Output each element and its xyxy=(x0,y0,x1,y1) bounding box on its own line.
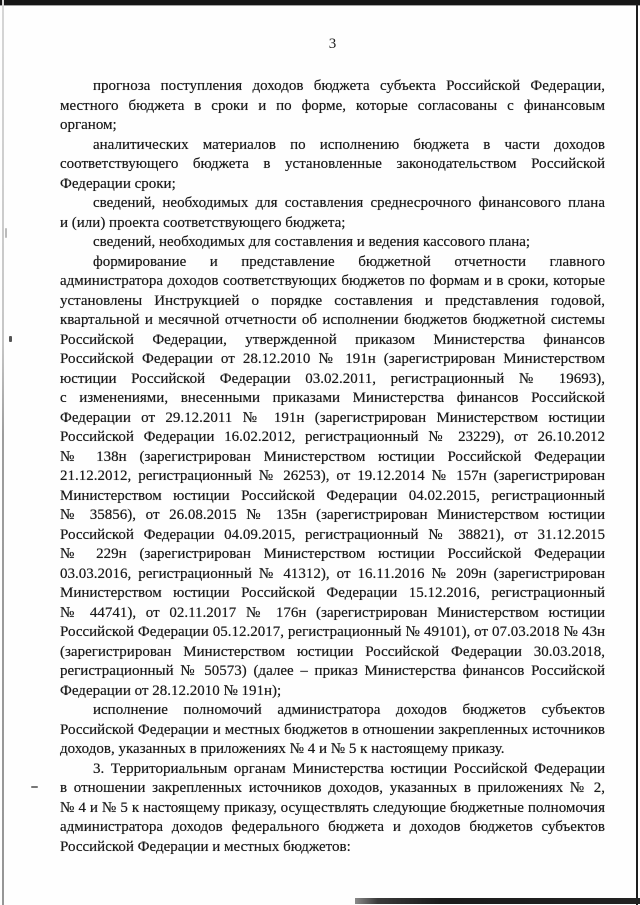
text-line: Российской Федерации от 28.12.2010 № 191н (зарегистрирован Министерством xyxy=(60,351,605,367)
text-line: № 229н (зарегистрирован Министерством юстиции Российской Федерации xyxy=(60,546,605,562)
text-line: Министерством юстиции Российской Федерации 15.12.2016, регистрационный xyxy=(60,585,605,601)
scan-noise-speck xyxy=(5,228,7,238)
text-line: соответствующего бюджета в установленные законодательством Российской xyxy=(60,156,605,172)
text-line: юстиции Российской Федерации 03.02.2011, регистрационный № 19693), xyxy=(60,370,605,387)
text-line: и (или) проекта соответствующего бюджета; xyxy=(60,214,346,231)
text-line: 03.03.2016, регистрационный № 41312), от 16.11.2016 № 209н (зарегистрирован xyxy=(60,565,605,582)
text-line: Федерации от 29.12.2011 № 191н (зарегистрирован Министерством юстиции xyxy=(60,409,605,426)
text-line: № 35856), от 26.08.2015 № 135н (зарегистрирован Министерством юстиции xyxy=(60,507,605,523)
text-line: Российской Федерации 04.09.2015, регистрационный № 38821), от 31.12.2015 xyxy=(60,526,605,543)
text-line: исполнение полномочий администратора доходов бюджетов субъектов xyxy=(93,702,605,718)
text-line: Российской Федерации 05.12.2017, регистрационный № 49101), от 07.03.2018 № 43н xyxy=(60,624,605,640)
text-line: аналитических материалов по исполнению бюджета в части доходов xyxy=(93,136,605,153)
text-line: 3. Территориальным органам Министерства юстиции Российской Федерации xyxy=(93,760,605,777)
text-line: Российской Федерации и местных бюджетов в отношении закрепленных источников xyxy=(60,721,605,738)
text-line: Федерации от 28.12.2010 № 191н); xyxy=(60,682,282,699)
scan-noise-speck xyxy=(9,336,12,342)
text-line: (зарегистрирован Министерством юстиции Российской Федерации 30.03.2018, xyxy=(60,643,605,660)
page-number: 3 xyxy=(328,36,337,52)
text-line: формирование и представление бюджетной отчетности главного xyxy=(93,253,605,270)
scan-border-top xyxy=(0,0,640,5)
text-line: № 4 и № 5 к настоящему приказу, осуществлять следующие бюджетные полномочия xyxy=(60,799,605,816)
text-line: установлены Инструкцией о порядке составления и представления годовой, xyxy=(60,292,605,309)
text-line: в отношении закрепленных источников доходов, указанных в приложениях № 2, xyxy=(60,780,605,796)
text-line: Российской Федерации 16.02.2012, регистрационный № 23229), от 26.10.2012 xyxy=(60,429,605,445)
text-line: органом; xyxy=(60,117,117,133)
text-line: 21.12.2012, регистрационный № 26253), от 19.12.2014 № 157н (зарегистрирован xyxy=(60,468,605,484)
scan-border-left xyxy=(2,0,4,905)
document-body xyxy=(60,77,605,857)
scan-noise-speck xyxy=(31,786,38,788)
text-line: Министерством юстиции Российской Федерации 04.02.2015, регистрационный xyxy=(60,487,605,504)
text-line: Российской Федерации, утвержденной приказом Министерства финансов xyxy=(60,331,605,348)
text-line: Федерации сроки; xyxy=(60,175,176,192)
scan-border-right xyxy=(636,4,638,905)
text-line: администратора доходов соответствующих бюджетов по формам и в сроки, которые xyxy=(60,273,605,289)
text-line: доходов, указанных в приложениях № 4 и № 5 к настоящему приказу. xyxy=(60,741,505,757)
text-line: регистрационный № 50573) (далее – приказ Министерства финансов Российской xyxy=(60,663,605,679)
text-line: № 44741), от 02.11.2017 № 176н (зарегистрирован Министерством юстиции xyxy=(60,604,605,621)
text-line: сведений, необходимых для составления среднесрочного финансового плана xyxy=(93,195,605,211)
text-line: № 138н (зарегистрирован Министерством юстиции Российской Федерации xyxy=(60,448,605,465)
text-line: с изменениями, внесенными приказами Министерства финансов Российской xyxy=(60,390,605,406)
text-line: местного бюджета в сроки и по форме, которые согласованы с финансовым xyxy=(60,97,605,114)
scan-border-bottom xyxy=(355,898,640,904)
text-line: прогноза поступления доходов бюджета субъекта Российской Федерации, xyxy=(93,78,605,94)
text-line: администратора доходов федерального бюджета и доходов бюджетов субъектов xyxy=(60,819,605,835)
text-line: сведений, необходимых для составления и ведения кассового плана; xyxy=(93,234,531,250)
text-line: Российской Федерации и местных бюджетов: xyxy=(60,838,351,855)
text-line: квартальной и месячной отчетности об исполнении бюджетов бюджетной системы xyxy=(60,312,605,328)
